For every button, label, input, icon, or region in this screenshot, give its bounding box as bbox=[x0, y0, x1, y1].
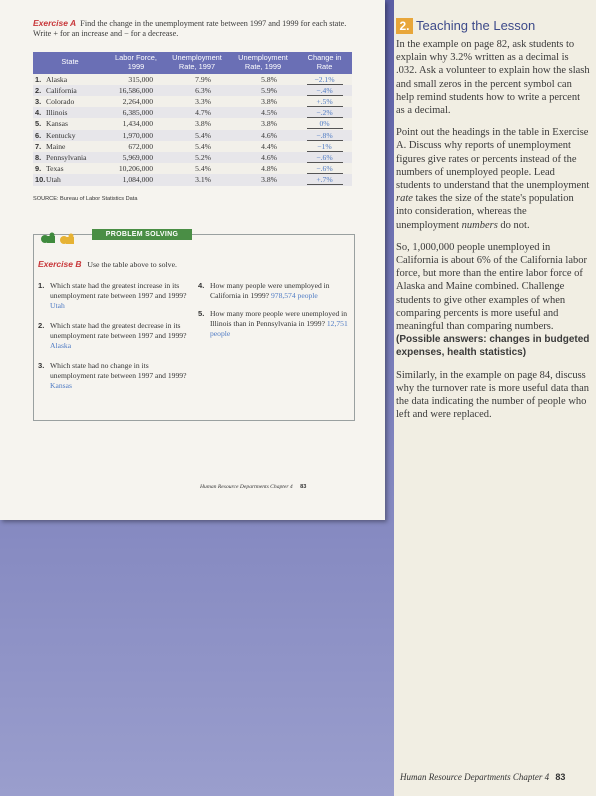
change-cell bbox=[297, 96, 352, 107]
rate-1997-cell: 7.9% bbox=[165, 74, 229, 85]
teaching-column bbox=[396, 18, 590, 430]
rate-1997-cell: 3.3% bbox=[165, 96, 229, 107]
inner-footer-page-number: 83 bbox=[300, 484, 307, 490]
table-row bbox=[33, 118, 352, 129]
teaching-paragraph-3 bbox=[396, 241, 590, 360]
rate-1999-cell: 4.5% bbox=[229, 107, 297, 118]
exercise-a-text: Find the change in the unemployment rate between 1997 and 1999 for each state. Write + for an increase and − for a decrease. bbox=[33, 19, 347, 38]
p2-numbers-italic: numbers bbox=[461, 219, 498, 231]
change-answer: +.5% bbox=[307, 97, 343, 107]
state-name: Kentucky bbox=[46, 130, 76, 140]
teaching-paragraph-4: Similarly, in the example on page 84, discuss why the turnover rate is more useful data than the data indicating the number of people who left and were replaced. bbox=[396, 369, 590, 421]
rate-1997-cell: 3.1% bbox=[165, 174, 229, 185]
rate-1999-cell: 3.8% bbox=[229, 174, 297, 185]
table-source: SOURCE: Bureau of Labor Statistics Data bbox=[33, 196, 138, 202]
row-number: 9. bbox=[35, 164, 42, 174]
state-name: Kansas bbox=[46, 119, 68, 129]
exercise-b-label: Exercise B bbox=[38, 259, 82, 269]
question-answer: Kansas bbox=[50, 380, 72, 390]
labor-force-cell: 16,586,000 bbox=[107, 85, 165, 96]
question-number: 4. bbox=[198, 281, 205, 290]
page-footer-text: Human Resource Departments Chapter 4 bbox=[400, 772, 550, 782]
rate-1999-cell: 3.8% bbox=[229, 96, 297, 107]
col-header-change: Change in Rate bbox=[297, 52, 352, 74]
state-cell bbox=[33, 96, 107, 107]
labor-force-cell: 6,385,000 bbox=[107, 107, 165, 118]
change-cell bbox=[297, 107, 352, 118]
teaching-title: Teaching the Lesson bbox=[416, 18, 536, 34]
problem-solving-box bbox=[33, 231, 355, 421]
row-number: 7. bbox=[35, 141, 42, 151]
row-number: 4. bbox=[35, 108, 42, 118]
table-body bbox=[33, 74, 352, 186]
rate-1999-cell: 4.4% bbox=[229, 141, 297, 152]
state-name: Pennsylvania bbox=[46, 153, 87, 163]
question-answer: 978,574 people bbox=[270, 290, 318, 300]
labor-force-cell: 10,206,000 bbox=[107, 163, 165, 174]
teaching-step-number: 2. bbox=[396, 18, 413, 34]
question-number: 5. bbox=[198, 309, 205, 318]
change-answer: −.4% bbox=[307, 86, 343, 96]
table-row bbox=[33, 141, 352, 152]
change-answer: +.7% bbox=[307, 175, 343, 185]
exercise-b-instruction bbox=[38, 259, 177, 269]
state-name: California bbox=[46, 85, 77, 95]
problem-solving-tab: PROBLEM SOLVING bbox=[92, 229, 192, 240]
labor-force-cell: 315,000 bbox=[107, 74, 165, 85]
row-number: 5. bbox=[35, 119, 42, 129]
state-name: Colorado bbox=[46, 97, 75, 106]
labor-force-cell: 1,084,000 bbox=[107, 174, 165, 185]
change-answer: −.2% bbox=[307, 108, 343, 118]
p2-text-c: do not. bbox=[497, 219, 530, 231]
table-row bbox=[33, 107, 352, 118]
rate-1999-cell: 5.8% bbox=[229, 74, 297, 85]
question-number: 3. bbox=[38, 361, 45, 370]
change-cell bbox=[297, 174, 352, 185]
page-footer-number: 83 bbox=[555, 772, 566, 782]
rate-1997-cell: 6.3% bbox=[165, 85, 229, 96]
state-name: Maine bbox=[46, 141, 66, 151]
rate-1999-cell: 3.8% bbox=[229, 118, 297, 129]
state-cell bbox=[33, 174, 107, 185]
col-header-rate-1999: Unemployment Rate, 1999 bbox=[229, 52, 297, 74]
question-text: How many more people were unemployed in Illinois than in Pennsylvania in 1999? bbox=[210, 309, 348, 328]
rate-1997-cell: 5.4% bbox=[165, 141, 229, 152]
table-row bbox=[33, 174, 352, 185]
rate-1997-cell: 5.4% bbox=[165, 163, 229, 174]
row-number: 1. bbox=[35, 74, 42, 84]
teaching-paragraph-2 bbox=[396, 126, 590, 232]
change-answer: −.8% bbox=[307, 131, 343, 141]
state-cell bbox=[33, 130, 107, 141]
student-page bbox=[0, 0, 385, 520]
row-number: 3. bbox=[35, 97, 42, 106]
row-number: 8. bbox=[35, 153, 42, 163]
state-name: Alaska bbox=[46, 74, 68, 84]
table-row bbox=[33, 96, 352, 107]
table-row bbox=[33, 74, 352, 85]
rate-1999-cell: 4.8% bbox=[229, 163, 297, 174]
state-cell bbox=[33, 74, 107, 85]
table-row bbox=[33, 85, 352, 96]
table-row bbox=[33, 130, 352, 141]
p3-text: So, 1,000,000 people unemployed in California is about 6% of the California labor force, but more than the entire labor force of Alaska and Maine combined. Challenge students to give other examples of when comparing percents is more useful and meaningful than comparing numbers. bbox=[396, 241, 587, 333]
state-cell bbox=[33, 85, 107, 96]
change-answer: −2.1% bbox=[307, 75, 343, 85]
question-answer: 12,751 people bbox=[210, 318, 348, 338]
question-1 bbox=[38, 281, 190, 310]
state-cell bbox=[33, 141, 107, 152]
question-text: How many people were unemployed in California in 1999? bbox=[210, 281, 330, 300]
col-header-labor-force: Labor Force, 1999 bbox=[107, 52, 165, 74]
exercise-b-text: Use the table above to solve. bbox=[87, 260, 177, 269]
teaching-paragraph-1: In the example on page 82, ask students to explain why 3.2% written as a decimal is .032. Ask a volunteer to explain how the slash and small zeros in the percent symbol can help remind students how to write a percent as a decimal. bbox=[396, 39, 590, 117]
state-cell bbox=[33, 118, 107, 129]
puzzle-pieces-icon bbox=[38, 231, 78, 247]
unemployment-table bbox=[33, 52, 352, 186]
rate-1999-cell: 5.9% bbox=[229, 85, 297, 96]
question-number: 2. bbox=[38, 321, 45, 330]
table-row bbox=[33, 163, 352, 174]
change-cell bbox=[297, 141, 352, 152]
exercise-a-label: Exercise A bbox=[33, 18, 77, 28]
change-cell bbox=[297, 85, 352, 96]
row-number: 10. bbox=[35, 175, 46, 185]
col-header-state: State bbox=[33, 52, 107, 74]
change-answer: 0% bbox=[307, 119, 343, 129]
question-number: 1. bbox=[38, 281, 45, 290]
labor-force-cell: 2,264,000 bbox=[107, 96, 165, 107]
inner-page-footer bbox=[200, 484, 306, 490]
table-header-row bbox=[33, 52, 352, 74]
state-cell bbox=[33, 107, 107, 118]
change-cell bbox=[297, 163, 352, 174]
rate-1997-cell: 4.7% bbox=[165, 107, 229, 118]
labor-force-cell: 1,970,000 bbox=[107, 130, 165, 141]
rate-1997-cell: 5.4% bbox=[165, 130, 229, 141]
question-text: Which state had the greatest decrease in its unemployment rate between 1997 and 1999? bbox=[50, 321, 187, 340]
question-2 bbox=[38, 321, 190, 350]
p2-text-b: takes the size of the state's population into consideration, whereas the unemployment bbox=[396, 193, 574, 231]
page-footer bbox=[400, 772, 565, 782]
teaching-heading bbox=[396, 18, 590, 34]
state-cell bbox=[33, 163, 107, 174]
labor-force-cell: 5,969,000 bbox=[107, 152, 165, 163]
state-cell bbox=[33, 152, 107, 163]
change-answer: −.6% bbox=[307, 164, 343, 174]
rate-1999-cell: 4.6% bbox=[229, 152, 297, 163]
change-answer: −1% bbox=[307, 142, 343, 152]
rate-1997-cell: 3.8% bbox=[165, 118, 229, 129]
question-5 bbox=[198, 309, 350, 338]
question-text: Which state had no change in its unemployment rate between 1997 and 1999? bbox=[50, 361, 187, 380]
change-cell bbox=[297, 152, 352, 163]
question-3 bbox=[38, 361, 190, 390]
change-cell bbox=[297, 74, 352, 85]
row-number: 2. bbox=[35, 85, 42, 95]
rate-1999-cell: 4.6% bbox=[229, 130, 297, 141]
p3-possible-answers: (Possible answers: changes in budgeted expenses, health statistics) bbox=[396, 334, 590, 359]
p2-rate-italic: rate bbox=[396, 193, 413, 205]
exercise-a-instruction bbox=[33, 18, 353, 39]
state-name: Illinois bbox=[46, 108, 68, 118]
row-number: 6. bbox=[35, 130, 42, 140]
state-name: Texas bbox=[46, 164, 64, 174]
state-name: Utah bbox=[46, 175, 61, 185]
change-answer: −.6% bbox=[307, 153, 343, 163]
labor-force-cell: 1,434,000 bbox=[107, 118, 165, 129]
p2-text-a: Point out the headings in the table in Exercise A. Discuss why reports of unemployment figures give rates or percents instead of the numbers of unemployed people. Lead students to understand that the unemployment bbox=[396, 127, 590, 192]
question-text: Which state had the greatest increase in its unemployment rate between 1997 and 1999? bbox=[50, 281, 187, 300]
question-answer: Utah bbox=[50, 300, 65, 310]
rate-1997-cell: 5.2% bbox=[165, 152, 229, 163]
question-answer: Alaska bbox=[50, 340, 72, 350]
change-cell bbox=[297, 130, 352, 141]
change-cell bbox=[297, 118, 352, 129]
question-4 bbox=[198, 281, 350, 301]
inner-footer-text: Human Resource Departments Chapter 4 bbox=[200, 484, 293, 490]
table-row bbox=[33, 152, 352, 163]
col-header-rate-1997: Unemployment Rate, 1997 bbox=[165, 52, 229, 74]
labor-force-cell: 672,000 bbox=[107, 141, 165, 152]
